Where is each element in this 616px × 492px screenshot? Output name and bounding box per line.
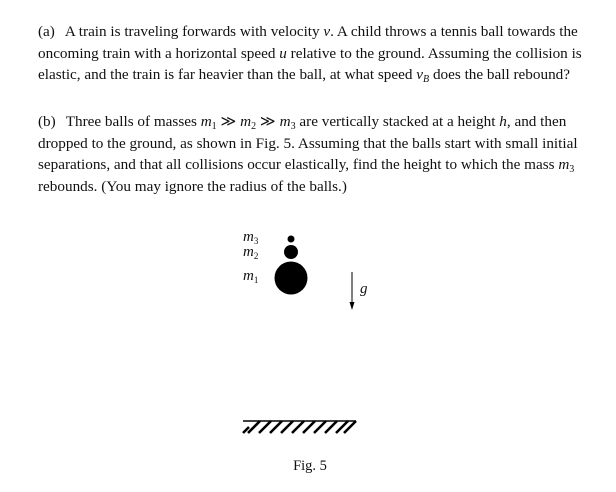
symbol-v: v	[323, 23, 331, 40]
symbol-m3: m	[558, 156, 570, 173]
symbol-vB-subscript: B	[423, 74, 430, 85]
symbol-m2-subscript: 2	[251, 121, 257, 132]
part-a-text: relative to the ground. Assuming the collision is elastic, and the train is far heavier than the ball, at what speed	[38, 44, 582, 83]
symbol-m3-subscript: 3	[569, 164, 575, 175]
part-a-text: . A child throws a tennis ball towards the oncoming train with a horizontal speed	[38, 23, 578, 62]
ball-m3	[288, 236, 295, 243]
symbol-m1-subscript: 1	[211, 121, 217, 132]
ball-m1	[275, 262, 308, 295]
part-a-text: does the ball rebound?	[429, 66, 571, 83]
part-a-label: (a)	[38, 23, 55, 40]
part-b-text: rebounds. (You may ignore the radius of the balls.)	[38, 177, 347, 195]
part-b-text: are vertically stacked at a height	[295, 113, 500, 130]
symbol-m1: m	[200, 113, 212, 130]
symbol-u: u	[279, 44, 287, 62]
part-b-text: , and then dropped to the ground, as shown in Fig. 5. Assuming that the balls start with small initial separations, and that all collisions occur elastically, find the height to which the mass	[38, 113, 578, 173]
label-m2: $m_2$	[243, 244, 259, 261]
symbol-m3-subscript: 3	[290, 121, 296, 132]
symbol-m3: m	[279, 113, 291, 130]
part-a-text: A train is traveling forwards with velocity	[64, 23, 324, 40]
gravity-label: g	[360, 281, 368, 297]
gravity-arrowhead-icon	[350, 302, 355, 310]
label-m3: $m_3$	[243, 229, 259, 246]
symbol-h: h	[499, 113, 507, 130]
symbol-m2: m	[240, 113, 252, 130]
symbol-vB: v	[416, 66, 424, 83]
much-greater-sign: ≫	[216, 113, 241, 130]
label-m1: $m_1$	[243, 268, 259, 285]
figure-caption: Fig. 5	[293, 458, 327, 474]
ball-m2	[284, 245, 298, 259]
much-greater-sign: ≫	[256, 113, 280, 130]
part-b-label: (b)	[38, 113, 56, 130]
ground-hatch	[243, 421, 356, 433]
part-b-text: Three balls of masses	[65, 113, 201, 130]
